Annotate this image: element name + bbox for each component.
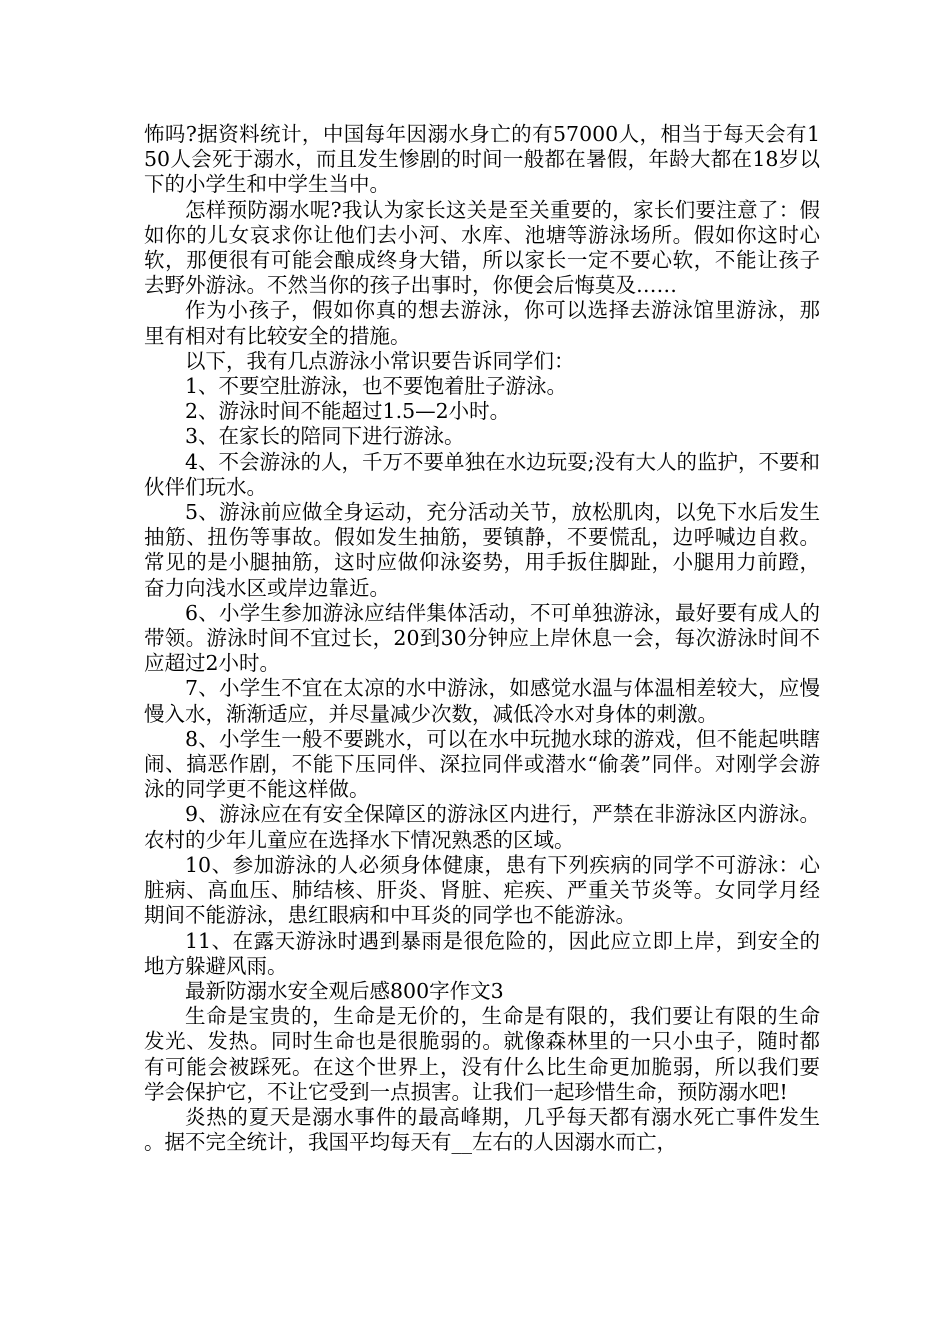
- list-item-tip-1: 1、不要空肚游泳，也不要饱着肚子游泳。: [185, 374, 568, 399]
- paragraph-tips-intro: 以下，我有几点游泳小常识要告诉同学们：: [185, 348, 575, 373]
- paragraph-swimming-pool: 作为小孩子，假如你真的想去游泳，你可以选择去游泳馆里游泳，那里有相对有比较安全的措施。: [144, 298, 820, 348]
- paragraph-cherish-life: 生命是宝贵的，生命是无价的，生命是有限的，我们要让有限的生命发光、发热。同时生命也是很脆弱的。就像森林里的一只小虫子，随时都有可能会被踩死。在这个世界上，没有什么比生命更加脆弱，所以我们要学会保护它，不让它受到一点损害。让我们一起珍惜生命，预防溺水吧!: [144, 1004, 820, 1104]
- list-item-tip-3: 3、在家长的陪同下进行游泳。: [185, 424, 465, 449]
- list-item-tip-5: 5、游泳前应做全身运动，充分活动关节，放松肌肉，以免下水后发生抽筋、扭伤等事故。假如发生抽筋，要镇静，不要慌乱，边呼喊边自救。常见的是小腿抽筋，这时应做仰泳姿势，用手扳住脚趾，小腿用力前蹬，奋力向浅水区或岸边靠近。: [144, 500, 820, 600]
- list-item-tip-2: 2、游泳时间不能超过1.5—2小时。: [185, 399, 511, 424]
- list-item-tip-4: 4、不会游泳的人，千万不要单独在水边玩耍;没有大人的监护，不要和伙伴们玩水。: [144, 449, 820, 499]
- list-item-tip-9: 9、游泳应在有安全保障区的游泳区内进行，严禁在非游泳区内游泳。农村的少年儿童应在选择水下情况熟悉的区域。: [144, 802, 820, 852]
- paragraph-summer-drowning: 炎热的夏天是溺水事件的最高峰期，几乎每天都有溺水死亡事件发生。据不完全统计，我国平均每天有__左右的人因溺水而亡，: [144, 1104, 820, 1155]
- list-item-tip-10: 10、参加游泳的人必须身体健康，患有下列疾病的同学不可游泳：心脏病、高血压、肺结核、肝炎、肾脏、疟疾、严重关节炎等。女同学月经期间不能游泳，患红眼病和中耳炎的同学也不能游泳。: [144, 852, 820, 928]
- paragraph-parents-role: 怎样预防溺水呢?我认为家长这关是至关重要的，家长们要注意了：假如你的儿女哀求你让他们去小河、水库、池塘等游泳场所。假如你这时心软，那便很有可能会酿成终身大错，所以家长一定不要心软，不能让孩子去野外游泳。不然当你的孩子出事时，你便会后悔莫及……: [144, 197, 820, 298]
- list-item-tip-8: 8、小学生一般不要跳水，可以在水中玩抛水球的游戏，但不能起哄瞎闹、搞恶作剧，不能下压同伴、深拉同伴或潜水“偷袭”同伴。对刚学会游泳的同学更不能这样做。: [144, 726, 820, 802]
- list-item-tip-7: 7、小学生不宜在太凉的水中游泳，如感觉水温与体温相差较大，应慢慢入水，渐渐适应，并尽量减少次数，减低冷水对身体的刺激。: [144, 676, 820, 726]
- list-item-tip-6: 6、小学生参加游泳应结伴集体活动，不可单独游泳，最好要有成人的带领。游泳时间不宜过长，20到30分钟应上岸休息一会，每次游泳时间不应超过2小时。: [144, 600, 820, 676]
- section-heading: 最新防溺水安全观后感800字作文3: [185, 978, 504, 1003]
- document-body: [144, 122, 820, 1155]
- paragraph-statistics: 怖吗?据资料统计，中国每年因溺水身亡的有57000人，相当于每天会有150人会死于溺水，而且发生惨剧的时间一般都在暑假，年龄大都在18岁以下的小学生和中学生当中。: [144, 122, 820, 197]
- list-item-tip-11: 11、在露天游泳时遇到暴雨是很危险的，因此应立即上岸，到安全的地方躲避风雨。: [144, 928, 820, 978]
